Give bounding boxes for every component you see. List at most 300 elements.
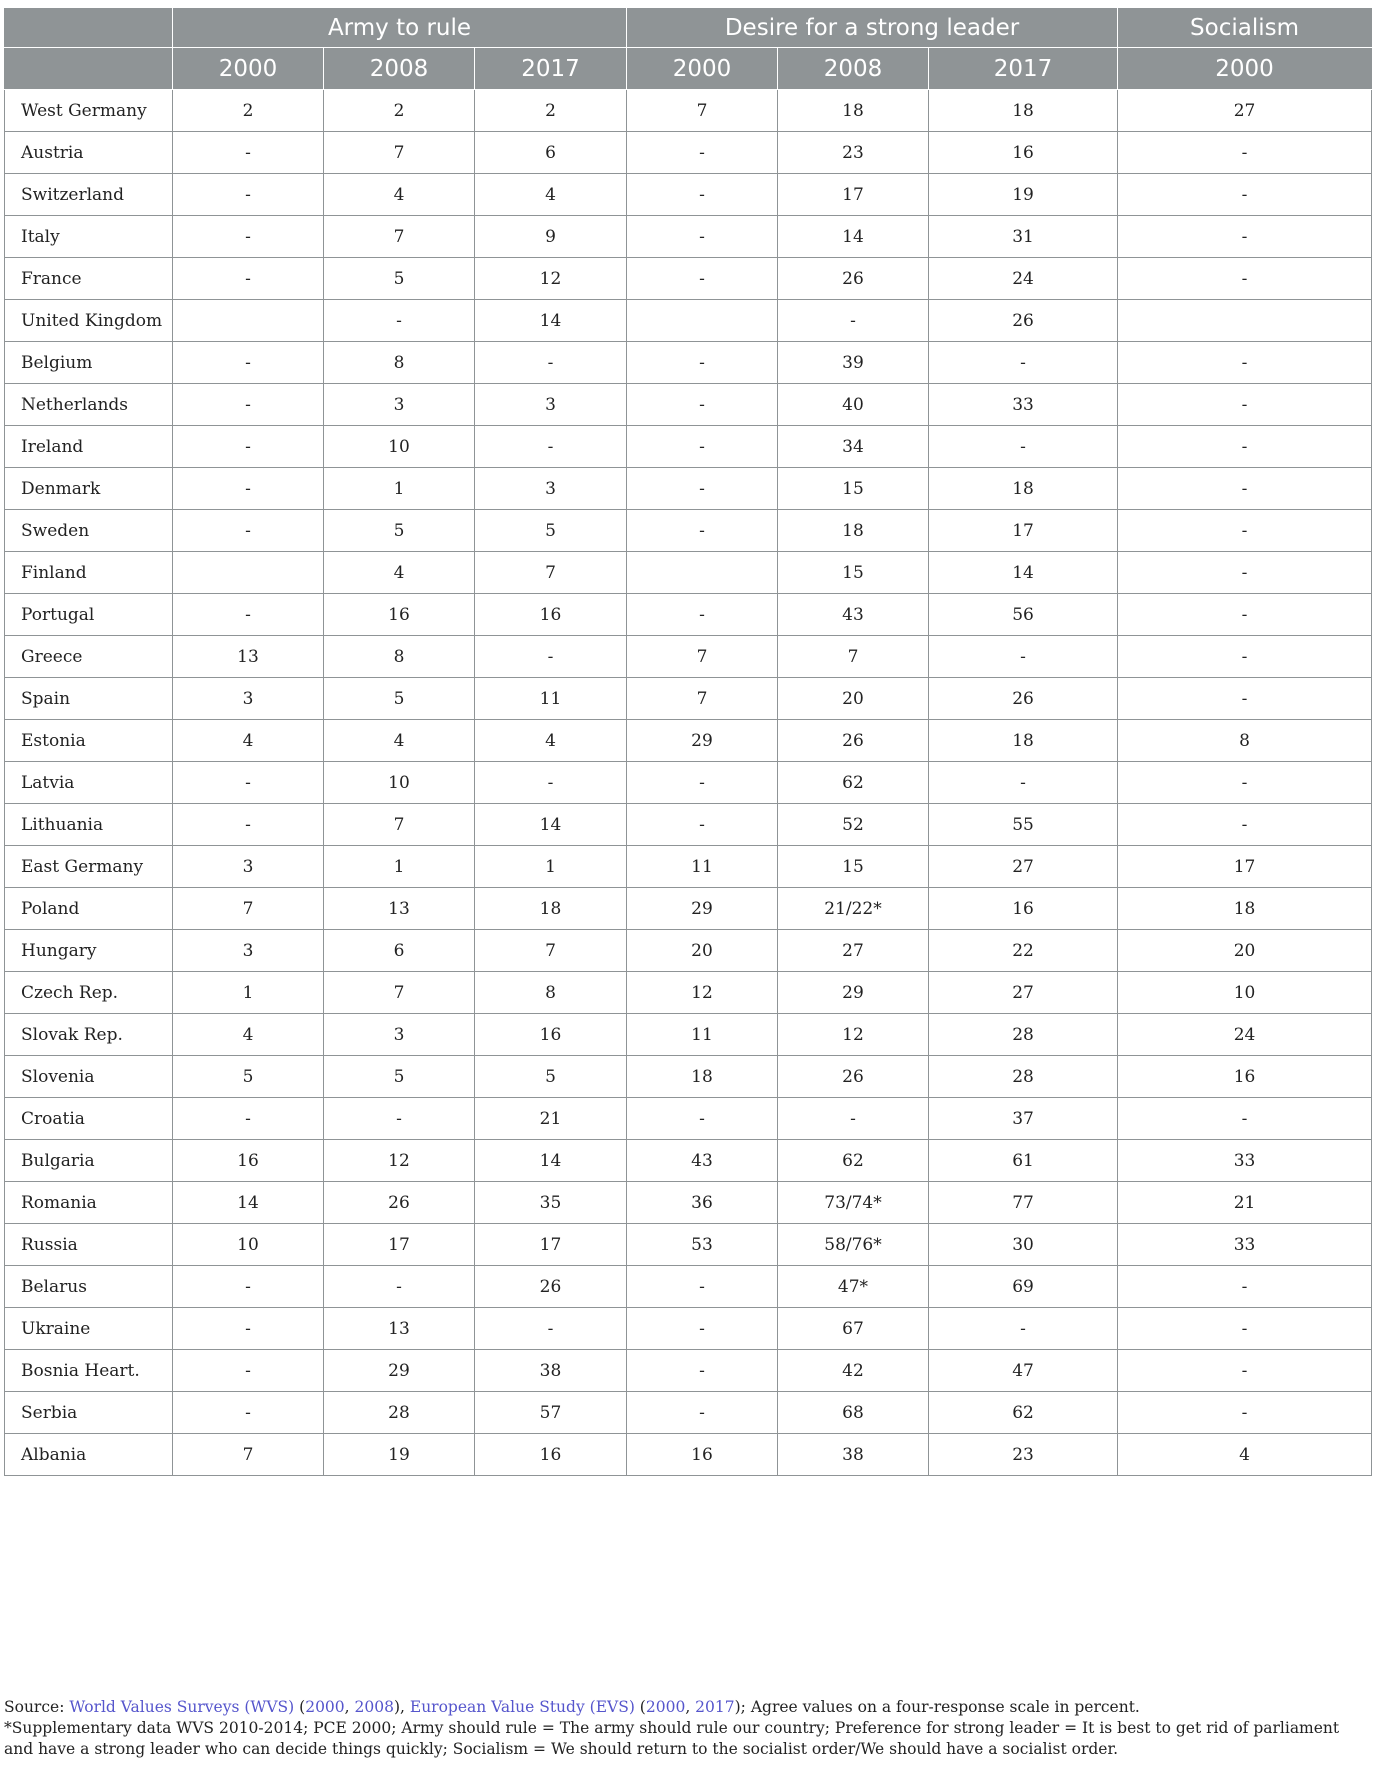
value-cell: 13 <box>324 1308 475 1350</box>
value-cell: - <box>1118 594 1372 636</box>
value-cell: - <box>627 132 778 174</box>
value-cell: - <box>929 1308 1118 1350</box>
value-cell: - <box>929 426 1118 468</box>
value-cell: - <box>627 342 778 384</box>
value-cell: - <box>929 636 1118 678</box>
value-cell: 14 <box>173 1182 324 1224</box>
country-cell: Czech Rep. <box>5 972 173 1014</box>
country-cell: Austria <box>5 132 173 174</box>
table-row <box>5 930 1372 972</box>
table-row <box>5 1140 1372 1182</box>
value-cell: - <box>1118 636 1372 678</box>
year-header-cell: 2017 <box>475 48 627 90</box>
value-cell: - <box>778 1098 929 1140</box>
value-cell: 38 <box>778 1434 929 1476</box>
value-cell: 40 <box>778 384 929 426</box>
table-row <box>5 1224 1372 1266</box>
value-cell: 30 <box>929 1224 1118 1266</box>
value-cell: 42 <box>778 1350 929 1392</box>
value-cell: - <box>1118 426 1372 468</box>
value-cell: - <box>627 804 778 846</box>
table-row <box>5 1182 1372 1224</box>
value-cell: 3 <box>475 384 627 426</box>
country-cell: Slovenia <box>5 1056 173 1098</box>
value-cell: 15 <box>778 552 929 594</box>
value-cell: 15 <box>778 846 929 888</box>
group-header-cell: Desire for a strong leader <box>627 9 1118 48</box>
table-row <box>5 636 1372 678</box>
value-cell: 17 <box>324 1224 475 1266</box>
value-cell: 11 <box>627 846 778 888</box>
table-row <box>5 1350 1372 1392</box>
table-row <box>5 888 1372 930</box>
table-row <box>5 426 1372 468</box>
table-row <box>5 258 1372 300</box>
value-cell <box>173 300 324 342</box>
value-cell: - <box>173 426 324 468</box>
country-cell: Ireland <box>5 426 173 468</box>
value-cell: - <box>1118 804 1372 846</box>
value-cell: - <box>1118 216 1372 258</box>
value-cell: - <box>627 468 778 510</box>
value-cell: 8 <box>1118 720 1372 762</box>
value-cell: 18 <box>929 720 1118 762</box>
country-cell: Romania <box>5 1182 173 1224</box>
country-cell: West Germany <box>5 90 173 132</box>
value-cell: 16 <box>475 1014 627 1056</box>
table-row <box>5 720 1372 762</box>
value-cell: - <box>627 174 778 216</box>
value-cell: 1 <box>324 846 475 888</box>
value-cell: 18 <box>475 888 627 930</box>
value-cell: 2 <box>173 90 324 132</box>
data-table <box>4 8 1372 1476</box>
value-cell: 16 <box>627 1434 778 1476</box>
year-header-cell: 2000 <box>627 48 778 90</box>
value-cell: - <box>627 216 778 258</box>
value-cell: 52 <box>778 804 929 846</box>
value-cell: - <box>173 1308 324 1350</box>
value-cell: - <box>929 762 1118 804</box>
country-cell: United Kingdom <box>5 300 173 342</box>
table-row <box>5 132 1372 174</box>
value-cell: - <box>173 132 324 174</box>
value-cell: 62 <box>929 1392 1118 1434</box>
value-cell: 10 <box>324 426 475 468</box>
year-header-cell: 2008 <box>324 48 475 90</box>
evs-2000-link[interactable]: 2000 <box>645 1698 686 1716</box>
value-cell: 62 <box>778 1140 929 1182</box>
value-cell: 16 <box>929 132 1118 174</box>
table-row <box>5 384 1372 426</box>
value-cell: - <box>1118 468 1372 510</box>
value-cell: 21 <box>1118 1182 1372 1224</box>
value-cell: 16 <box>173 1140 324 1182</box>
value-cell: 38 <box>475 1350 627 1392</box>
value-cell: 47* <box>778 1266 929 1308</box>
country-cell: Greece <box>5 636 173 678</box>
value-cell: 3 <box>173 930 324 972</box>
value-cell: 7 <box>324 216 475 258</box>
value-cell: 68 <box>778 1392 929 1434</box>
value-cell: 2 <box>475 90 627 132</box>
value-cell: 26 <box>778 720 929 762</box>
value-cell: 29 <box>324 1350 475 1392</box>
value-cell: 36 <box>627 1182 778 1224</box>
value-cell: - <box>1118 678 1372 720</box>
table-row <box>5 510 1372 552</box>
value-cell: - <box>173 510 324 552</box>
value-cell: 47 <box>929 1350 1118 1392</box>
value-cell: 3 <box>324 384 475 426</box>
value-cell: 33 <box>929 384 1118 426</box>
value-cell: 8 <box>475 972 627 1014</box>
value-cell <box>173 552 324 594</box>
value-cell: 22 <box>929 930 1118 972</box>
value-cell: 4 <box>475 720 627 762</box>
wvs-2000-link[interactable]: 2000 <box>305 1698 345 1716</box>
value-cell: 43 <box>627 1140 778 1182</box>
value-cell: - <box>1118 1266 1372 1308</box>
value-cell: 20 <box>627 930 778 972</box>
value-cell: 53 <box>627 1224 778 1266</box>
value-cell: 4 <box>324 720 475 762</box>
value-cell: 16 <box>475 1434 627 1476</box>
country-cell: Switzerland <box>5 174 173 216</box>
value-cell: 33 <box>1118 1140 1372 1182</box>
value-cell: 7 <box>475 552 627 594</box>
value-cell: 55 <box>929 804 1118 846</box>
country-cell: East Germany <box>5 846 173 888</box>
value-cell: 27 <box>1118 90 1372 132</box>
value-cell: - <box>173 1392 324 1434</box>
value-cell: 15 <box>778 468 929 510</box>
value-cell: 20 <box>1118 930 1372 972</box>
country-cell: Belarus <box>5 1266 173 1308</box>
value-cell: 26 <box>929 678 1118 720</box>
value-cell: 7 <box>324 804 475 846</box>
value-cell: 56 <box>929 594 1118 636</box>
value-cell: 5 <box>475 1056 627 1098</box>
country-cell: Albania <box>5 1434 173 1476</box>
value-cell: 62 <box>778 762 929 804</box>
value-cell: - <box>627 426 778 468</box>
value-cell: - <box>1118 342 1372 384</box>
table-row <box>5 552 1372 594</box>
value-cell <box>627 552 778 594</box>
year-header-cell: 2008 <box>778 48 929 90</box>
value-cell: 61 <box>929 1140 1118 1182</box>
value-cell: 16 <box>324 594 475 636</box>
value-cell: - <box>627 594 778 636</box>
value-cell: 26 <box>778 1056 929 1098</box>
country-cell: Spain <box>5 678 173 720</box>
value-cell: 11 <box>627 1014 778 1056</box>
value-cell: 19 <box>929 174 1118 216</box>
table-footnote <box>4 1697 1371 1760</box>
value-cell: - <box>627 1350 778 1392</box>
table-row <box>5 174 1372 216</box>
group-header-cell: Socialism <box>1118 9 1372 48</box>
value-cell: - <box>324 1266 475 1308</box>
value-cell: 28 <box>929 1056 1118 1098</box>
header-corner-cell <box>5 48 173 90</box>
value-cell: - <box>627 1308 778 1350</box>
value-cell: 67 <box>778 1308 929 1350</box>
table-header <box>5 9 1372 90</box>
value-cell: 37 <box>929 1098 1118 1140</box>
value-cell: - <box>475 342 627 384</box>
value-cell: 16 <box>1118 1056 1372 1098</box>
country-cell: Finland <box>5 552 173 594</box>
value-cell: 28 <box>324 1392 475 1434</box>
table-row <box>5 846 1372 888</box>
group-header-cell: Army to rule <box>173 9 627 48</box>
value-cell: 26 <box>475 1266 627 1308</box>
value-cell: 24 <box>1118 1014 1372 1056</box>
value-cell: 5 <box>324 1056 475 1098</box>
value-cell: 3 <box>173 846 324 888</box>
table-row <box>5 216 1372 258</box>
value-cell: 18 <box>627 1056 778 1098</box>
value-cell: - <box>1118 132 1372 174</box>
value-cell: 8 <box>324 342 475 384</box>
value-cell: 28 <box>929 1014 1118 1056</box>
value-cell: - <box>173 174 324 216</box>
value-cell: 16 <box>929 888 1118 930</box>
country-cell: Bosnia Heart. <box>5 1350 173 1392</box>
year-header-cell: 2000 <box>173 48 324 90</box>
value-cell: 27 <box>929 846 1118 888</box>
value-cell: 14 <box>475 1140 627 1182</box>
country-cell: Hungary <box>5 930 173 972</box>
year-header-row <box>5 48 1372 90</box>
value-cell: 14 <box>929 552 1118 594</box>
value-cell: 6 <box>475 132 627 174</box>
evs-link[interactable]: European Value Study (EVS) <box>409 1698 635 1716</box>
value-cell: 7 <box>324 972 475 1014</box>
value-cell: 5 <box>324 678 475 720</box>
value-cell: 35 <box>475 1182 627 1224</box>
value-cell: 57 <box>475 1392 627 1434</box>
country-cell: France <box>5 258 173 300</box>
value-cell: 8 <box>324 636 475 678</box>
value-cell <box>1118 300 1372 342</box>
value-cell: 17 <box>1118 846 1372 888</box>
value-cell: 21 <box>475 1098 627 1140</box>
value-cell: 1 <box>324 468 475 510</box>
value-cell: 18 <box>778 510 929 552</box>
year-header-cell: 2017 <box>929 48 1118 90</box>
year-header-cell: 2000 <box>1118 48 1372 90</box>
table-row <box>5 1266 1372 1308</box>
value-cell: 1 <box>475 846 627 888</box>
table-row <box>5 804 1372 846</box>
value-cell: 4 <box>173 1014 324 1056</box>
value-cell: 77 <box>929 1182 1118 1224</box>
value-cell: 11 <box>475 678 627 720</box>
country-cell: Ukraine <box>5 1308 173 1350</box>
value-cell: 10 <box>1118 972 1372 1014</box>
value-cell: - <box>173 1266 324 1308</box>
value-cell: 5 <box>324 258 475 300</box>
value-cell: 26 <box>929 300 1118 342</box>
value-cell: 3 <box>173 678 324 720</box>
value-cell: 20 <box>778 678 929 720</box>
value-cell: - <box>627 762 778 804</box>
country-cell: Russia <box>5 1224 173 1266</box>
value-cell: - <box>627 1098 778 1140</box>
value-cell: 23 <box>778 132 929 174</box>
table-row <box>5 594 1372 636</box>
country-cell: Slovak Rep. <box>5 1014 173 1056</box>
value-cell: 7 <box>778 636 929 678</box>
value-cell: 12 <box>475 258 627 300</box>
table-row <box>5 1014 1372 1056</box>
value-cell: 7 <box>324 132 475 174</box>
value-cell: 14 <box>778 216 929 258</box>
value-cell: 23 <box>929 1434 1118 1476</box>
value-cell: 39 <box>778 342 929 384</box>
value-cell: - <box>1118 174 1372 216</box>
value-cell: 7 <box>173 1434 324 1476</box>
value-cell: - <box>1118 1308 1372 1350</box>
value-cell: - <box>627 258 778 300</box>
value-cell: 7 <box>173 888 324 930</box>
value-cell: - <box>1118 552 1372 594</box>
wvs-link[interactable]: World Values Surveys (WVS) <box>69 1698 295 1716</box>
value-cell: 31 <box>929 216 1118 258</box>
value-cell: 69 <box>929 1266 1118 1308</box>
table-row <box>5 342 1372 384</box>
country-cell: Sweden <box>5 510 173 552</box>
value-cell: 4 <box>324 552 475 594</box>
table-row <box>5 468 1372 510</box>
value-cell: 14 <box>475 804 627 846</box>
value-cell: 4 <box>1118 1434 1372 1476</box>
value-cell: 4 <box>475 174 627 216</box>
value-cell: 26 <box>778 258 929 300</box>
value-cell: 24 <box>929 258 1118 300</box>
country-cell: Estonia <box>5 720 173 762</box>
value-cell: 4 <box>324 174 475 216</box>
value-cell: - <box>1118 510 1372 552</box>
table-row <box>5 90 1372 132</box>
table-row <box>5 1308 1372 1350</box>
value-cell: - <box>324 1098 475 1140</box>
value-cell: - <box>627 384 778 426</box>
value-cell: 34 <box>778 426 929 468</box>
value-cell: 12 <box>778 1014 929 1056</box>
value-cell: 17 <box>929 510 1118 552</box>
value-cell: - <box>173 594 324 636</box>
country-cell: Belgium <box>5 342 173 384</box>
value-cell: - <box>1118 1098 1372 1140</box>
value-cell: 16 <box>475 594 627 636</box>
value-cell: 29 <box>627 888 778 930</box>
value-cell: 5 <box>173 1056 324 1098</box>
value-cell: - <box>475 1308 627 1350</box>
value-cell: 5 <box>324 510 475 552</box>
country-cell: Bulgaria <box>5 1140 173 1182</box>
table-row <box>5 1434 1372 1476</box>
value-cell: 26 <box>324 1182 475 1224</box>
country-cell: Croatia <box>5 1098 173 1140</box>
value-cell: - <box>627 1392 778 1434</box>
value-cell: 9 <box>475 216 627 258</box>
value-cell: - <box>1118 762 1372 804</box>
country-cell: Netherlands <box>5 384 173 426</box>
value-cell: - <box>1118 1392 1372 1434</box>
value-cell: - <box>1118 384 1372 426</box>
value-cell: 19 <box>324 1434 475 1476</box>
footnote-line: *Supplementary data WVS 2010-2014; PCE 2000; Army should rule = The army should rule our country; Preference for strong leader = It is best to get rid of parliament and have a strong leader who can decide things quickly; Socialism = We should return to the socialist order/We should have a socialist order. <box>4 1719 1340 1758</box>
value-cell: - <box>173 1350 324 1392</box>
table-row <box>5 1392 1372 1434</box>
value-cell: - <box>475 762 627 804</box>
table-row <box>5 678 1372 720</box>
value-cell: 29 <box>778 972 929 1014</box>
value-cell: 14 <box>475 300 627 342</box>
value-cell: 2 <box>324 90 475 132</box>
value-cell: - <box>173 258 324 300</box>
country-cell: Poland <box>5 888 173 930</box>
country-cell: Lithuania <box>5 804 173 846</box>
table-row <box>5 762 1372 804</box>
value-cell: - <box>1118 258 1372 300</box>
value-cell: 29 <box>627 720 778 762</box>
value-cell: 43 <box>778 594 929 636</box>
value-cell: 58/76* <box>778 1224 929 1266</box>
country-cell: Italy <box>5 216 173 258</box>
value-cell: 13 <box>173 636 324 678</box>
value-cell: - <box>627 510 778 552</box>
value-cell: 27 <box>929 972 1118 1014</box>
value-cell: 7 <box>475 930 627 972</box>
group-header-row <box>5 9 1372 48</box>
evs-2017-link[interactable]: 2017 <box>695 1698 735 1716</box>
value-cell: 18 <box>929 468 1118 510</box>
value-cell: 73/74* <box>778 1182 929 1224</box>
value-cell: - <box>173 384 324 426</box>
value-cell: 13 <box>324 888 475 930</box>
country-cell: Serbia <box>5 1392 173 1434</box>
value-cell: 17 <box>475 1224 627 1266</box>
value-cell: 6 <box>324 930 475 972</box>
value-cell: 12 <box>627 972 778 1014</box>
value-cell: 7 <box>627 636 778 678</box>
value-cell: 1 <box>173 972 324 1014</box>
value-cell: - <box>173 468 324 510</box>
value-cell: - <box>173 1098 324 1140</box>
value-cell: - <box>173 804 324 846</box>
value-cell: 3 <box>324 1014 475 1056</box>
value-cell: 5 <box>475 510 627 552</box>
value-cell: - <box>627 1266 778 1308</box>
wvs-2008-link[interactable]: 2008 <box>354 1698 394 1716</box>
source-line: Source: World Values Surveys (WVS) (2000, 2008), European Value Study (EVS) (2000, 2017); Agree values on a four-response scale in percent. <box>4 1698 1140 1716</box>
value-cell: - <box>324 300 475 342</box>
value-cell: 27 <box>778 930 929 972</box>
value-cell: 18 <box>929 90 1118 132</box>
value-cell: 33 <box>1118 1224 1372 1266</box>
value-cell: 10 <box>324 762 475 804</box>
value-cell: 18 <box>778 90 929 132</box>
table-body <box>5 90 1372 1476</box>
value-cell: 17 <box>778 174 929 216</box>
value-cell: 4 <box>173 720 324 762</box>
value-cell: - <box>173 762 324 804</box>
